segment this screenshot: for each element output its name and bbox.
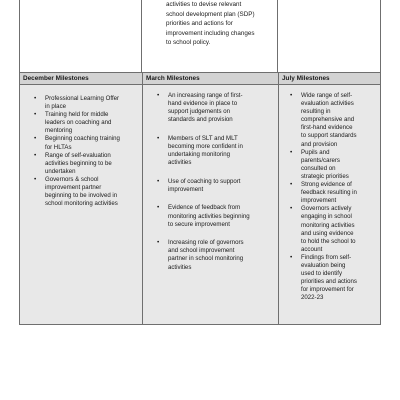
continued-text-line: improvement including changes [166,29,255,37]
column-divider [142,73,143,324]
july-milestones-list [286,92,378,302]
milestone-item: • Use of coaching to support improvement [153,178,277,194]
continued-text-line: activities to devise relevant [166,1,242,8]
milestone-item: • Members of SLT and MLT becoming more confident in undertaking monitoring activities [153,135,277,167]
milestone-item: • Pupils and parents/carers consulted on strategic priorities [286,149,378,181]
milestone-item: • Training held for middle leaders on coaching and mentoring [30,111,140,135]
continued-cell-text [166,0,276,48]
milestone-item: • An increasing range of first- hand evidence in place to support judgements on standards and provision [153,92,277,124]
continued-text-line: school development plan (SDP) [166,10,255,18]
july-milestones-heading: July Milestones [282,75,330,82]
continued-text-line: to school policy. [166,39,211,47]
december-milestones-heading: December Milestones [23,75,89,82]
milestone-item: • Beginning coaching training for HLTAs [30,135,140,151]
december-milestones-list [30,95,140,208]
continued-cell-3 [278,0,380,72]
march-milestones-list [153,92,277,282]
milestones-table [19,72,381,325]
milestone-item: • Range of self-evaluation activities beginning to be undertaken [30,152,140,176]
milestone-item: • Governors actively engaging in school monitoring activities and using evidence to hold the school to account [286,205,378,254]
continued-cell-1 [20,0,142,72]
continued-text-line: priorities and actions for [166,20,233,28]
milestone-item: • Strong evidence of feedback resulting in improvement [286,181,378,205]
march-milestones-heading: March Milestones [146,75,200,82]
column-divider [278,73,279,324]
milestone-item: • Increasing role of governors and school improvement partner in school monitoring activities [153,239,277,271]
milestone-item: • Governors & school improvement partner beginning to be involved in school monitoring activities [30,176,140,208]
milestone-item: • Wide range of self- evaluation activities resulting in comprehensive and first-hand evidence to support standards and provision [286,92,378,149]
milestone-item: • Professional Learning Offer in place [30,95,140,111]
milestone-item: • Evidence of feedback from monitoring activities beginning to secure improvement [153,204,277,228]
milestone-item: • Findings from self- evaluation being used to identify priorities and actions for improvement for 2022-23 [286,254,378,303]
